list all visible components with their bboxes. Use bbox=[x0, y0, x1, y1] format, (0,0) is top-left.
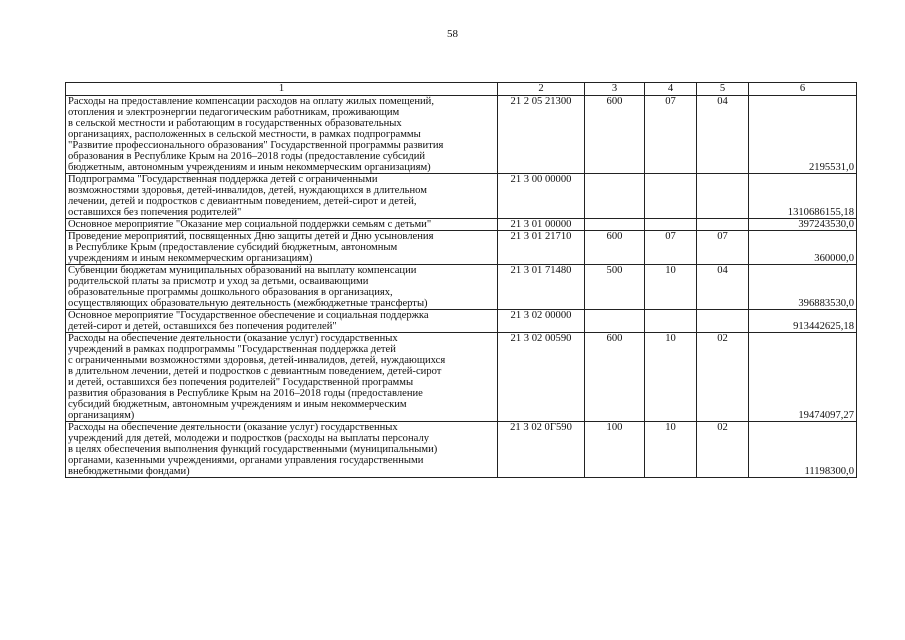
row-description: Расходы на предоставление компенсации расходов на оплату жилых помещений, отопления и электроэнергии педагогическим работникам, проживающим в сельской местности и работающим в государственных образовательных организациях, расположенных в сельской местности, в рамках подпрограммы "Развитие профессионального образования" Государственной программы развития образования в Республике Крым на 2016–2018 годы (предоставление субсидий бюджетным, автономным учреждениям и иным некоммерческим организациям) bbox=[66, 96, 498, 174]
row-subsection bbox=[697, 174, 749, 219]
row-description: Расходы на обеспечение деятельности (оказание услуг) государственных учреждений для детей, молодежи и подростков (расходы на выплаты персоналу в целях обеспечения выполнения функций государственными (муниципальными) органами, казенными учреждениями, органами управления государственными внебюджетными фондами) bbox=[66, 422, 498, 478]
row-target-code: 21 3 02 00590 bbox=[498, 333, 585, 422]
table-row bbox=[66, 231, 857, 265]
column-header-2: 2 bbox=[498, 83, 585, 96]
row-description: Субвенции бюджетам муниципальных образований на выплату компенсации родительской платы за присмотр и уход за детьми, осваивающими образовательные программы дошкольного образования в организациях, осуществляющих образовательную деятельность (межбюджетные трансферты) bbox=[66, 265, 498, 310]
table-row bbox=[66, 174, 857, 219]
row-subsection bbox=[697, 310, 749, 333]
row-subsection: 02 bbox=[697, 422, 749, 478]
column-header-3: 3 bbox=[585, 83, 645, 96]
row-description: Расходы на обеспечение деятельности (оказание услуг) государственных учреждений в рамках подпрограммы "Государственная поддержка детей с ограниченными возможностями здоровья, детей-инвалидов, детей, нуждающихся в длительном лечении, детей и подростков с девиантным поведением, детей-сирот и детей, оставшихся без попечения родителей" Государственной программы развития образования в Республике Крым на 2016–2018 годы (предоставление субсидий бюджетным, автономным учреждениям и иным некоммерческим организациям) bbox=[66, 333, 498, 422]
row-subsection: 07 bbox=[697, 231, 749, 265]
budget-table bbox=[65, 82, 857, 478]
row-section: 10 bbox=[645, 265, 697, 310]
row-target-code: 21 3 00 00000 bbox=[498, 174, 585, 219]
row-target-code: 21 3 02 0Г590 bbox=[498, 422, 585, 478]
column-header-5: 5 bbox=[697, 83, 749, 96]
row-subsection: 02 bbox=[697, 333, 749, 422]
row-expense-type bbox=[585, 219, 645, 231]
row-subsection bbox=[697, 219, 749, 231]
row-expense-type: 600 bbox=[585, 333, 645, 422]
row-amount: 913442625,18 bbox=[749, 310, 857, 333]
row-expense-type: 500 bbox=[585, 265, 645, 310]
row-target-code: 21 3 01 71480 bbox=[498, 265, 585, 310]
row-description: Проведение мероприятий, посвященных Дню защиты детей и Дню усыновления в Республике Крым (предоставление субсидий бюджетным, автономным учреждениям и иным некоммерческим организациям) bbox=[66, 231, 498, 265]
row-amount: 11198300,0 bbox=[749, 422, 857, 478]
table-row bbox=[66, 310, 857, 333]
row-section bbox=[645, 174, 697, 219]
table-body bbox=[66, 83, 857, 478]
row-section: 10 bbox=[645, 333, 697, 422]
row-section bbox=[645, 310, 697, 333]
row-amount: 19474097,27 bbox=[749, 333, 857, 422]
row-section: 07 bbox=[645, 231, 697, 265]
table-row bbox=[66, 96, 857, 174]
row-amount: 360000,0 bbox=[749, 231, 857, 265]
table-header-row bbox=[66, 83, 857, 96]
row-section bbox=[645, 219, 697, 231]
column-header-4: 4 bbox=[645, 83, 697, 96]
row-subsection: 04 bbox=[697, 96, 749, 174]
row-expense-type bbox=[585, 310, 645, 333]
column-header-1: 1 bbox=[66, 83, 498, 96]
row-amount: 2195531,0 bbox=[749, 96, 857, 174]
table-row bbox=[66, 422, 857, 478]
row-expense-type: 600 bbox=[585, 96, 645, 174]
row-description: Основное мероприятие "Государственное обеспечение и социальная поддержка детей-сирот и детей, оставшихся без попечения родителей" bbox=[66, 310, 498, 333]
row-description: Основное мероприятие "Оказание мер социальной поддержки семьям с детьми" bbox=[66, 219, 498, 231]
row-target-code: 21 3 01 21710 bbox=[498, 231, 585, 265]
row-expense-type: 600 bbox=[585, 231, 645, 265]
row-section: 10 bbox=[645, 422, 697, 478]
row-target-code: 21 3 02 00000 bbox=[498, 310, 585, 333]
row-amount: 397243530,0 bbox=[749, 219, 857, 231]
row-description: Подпрограмма "Государственная поддержка детей с ограниченными возможностями здоровья, детей-инвалидов, детей, нуждающихся в длительном лечении, детей и подростков с девиантным поведением, детей-сирот и детей, оставшихся без попечения родителей" bbox=[66, 174, 498, 219]
row-subsection: 04 bbox=[697, 265, 749, 310]
row-target-code: 21 3 01 00000 bbox=[498, 219, 585, 231]
table-row bbox=[66, 333, 857, 422]
row-expense-type: 100 bbox=[585, 422, 645, 478]
row-amount: 396883530,0 bbox=[749, 265, 857, 310]
row-amount: 1310686155,18 bbox=[749, 174, 857, 219]
row-target-code: 21 2 05 21300 bbox=[498, 96, 585, 174]
page-number: 58 bbox=[447, 28, 458, 40]
table-row bbox=[66, 219, 857, 231]
table-row bbox=[66, 265, 857, 310]
column-header-6: 6 bbox=[749, 83, 857, 96]
row-section: 07 bbox=[645, 96, 697, 174]
row-expense-type bbox=[585, 174, 645, 219]
